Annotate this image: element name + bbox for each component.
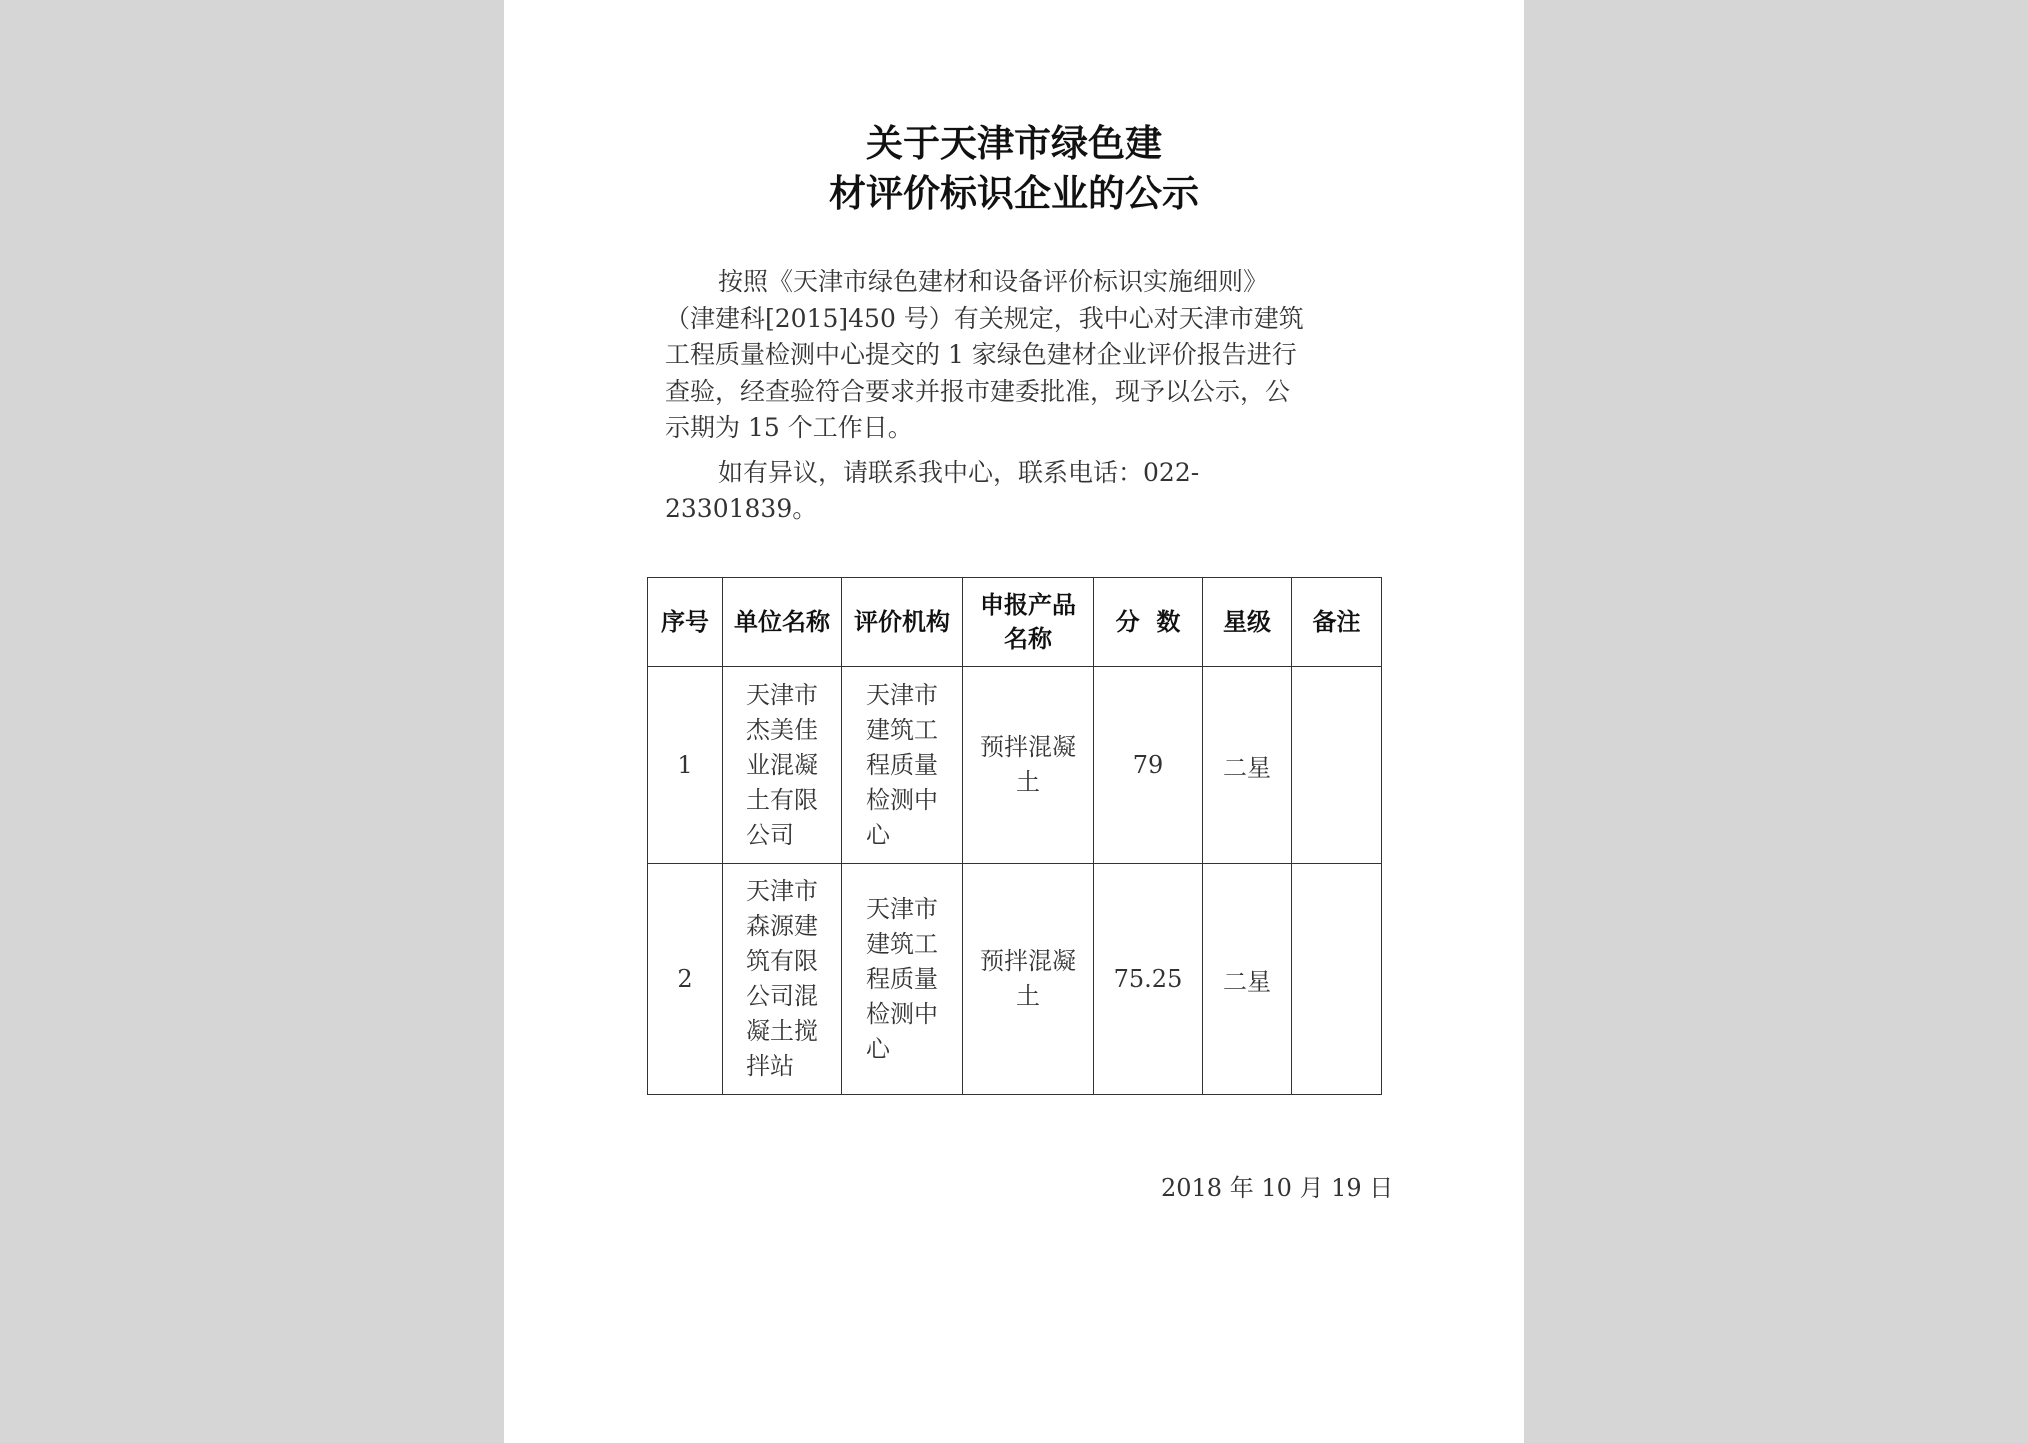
header-note: 备注 — [1292, 578, 1382, 667]
evaluation-table — [647, 577, 1382, 1095]
table-row — [648, 864, 1382, 1095]
org-name: 天津市 建筑工 程质量 检测中 心 — [866, 894, 938, 1063]
cell-score: 75.25 — [1094, 864, 1203, 1095]
cell-org — [842, 864, 963, 1095]
paragraph-line: 工程质量检测中心提交的 1 家绿色建材企业评价报告进行 — [665, 340, 1297, 369]
paragraph-line: （津建科[2015]450 号）有关规定，我中心对天津市建筑 — [665, 303, 1304, 333]
paragraph-line: 示期为 15 个工作日。 — [665, 413, 913, 442]
paragraph-line: 查验，经查验符合要求并报市建委批准，现予以公示，公 — [665, 376, 1291, 406]
cell-seq: 1 — [648, 667, 723, 864]
cell-seq: 2 — [648, 864, 723, 1095]
unit-name: 天津市 杰美佳 业混凝 土有限 公司 — [746, 680, 818, 849]
paragraph-line: 按照《天津市绿色建材和设备评价标识实施细则》 — [718, 267, 1269, 296]
cell-note — [1292, 864, 1382, 1095]
cell-product: 预拌混凝土 — [963, 864, 1094, 1095]
notice-date: 2018 年 10 月 19 日 — [1161, 1174, 1394, 1202]
header-unit: 单位名称 — [723, 578, 842, 667]
cell-unit — [723, 667, 842, 864]
header-seq: 序号 — [648, 578, 723, 667]
document-page — [504, 0, 1524, 1443]
cell-star: 二星 — [1203, 667, 1292, 864]
paragraph-line: 23301839。 — [665, 494, 818, 523]
cell-org — [842, 667, 963, 864]
cell-score: 79 — [1094, 667, 1203, 864]
document-title — [504, 118, 1524, 218]
unit-name: 天津市 森源建 筑有限 公司混 凝土搅 拌站 — [746, 877, 818, 1080]
cell-product: 预拌混凝土 — [963, 667, 1094, 864]
paragraph-contact — [665, 455, 1355, 528]
header-score: 分 数 — [1094, 578, 1203, 667]
title-line-1: 关于天津市绿色建 — [866, 121, 1162, 165]
org-name: 天津市 建筑工 程质量 检测中 心 — [866, 680, 938, 849]
table-header-row — [648, 578, 1382, 667]
header-org: 评价机构 — [842, 578, 963, 667]
cell-star: 二星 — [1203, 864, 1292, 1095]
cell-unit — [723, 864, 842, 1095]
title-line-2: 材评价标识企业的公示 — [829, 171, 1199, 215]
notice-body — [665, 264, 1355, 528]
header-product: 申报产品名称 — [963, 578, 1094, 667]
header-star: 星级 — [1203, 578, 1292, 667]
cell-note — [1292, 667, 1382, 864]
paragraph-main — [665, 264, 1355, 447]
paragraph-line: 如有异议，请联系我中心，联系电话：022- — [718, 457, 1200, 487]
table-row — [648, 667, 1382, 864]
